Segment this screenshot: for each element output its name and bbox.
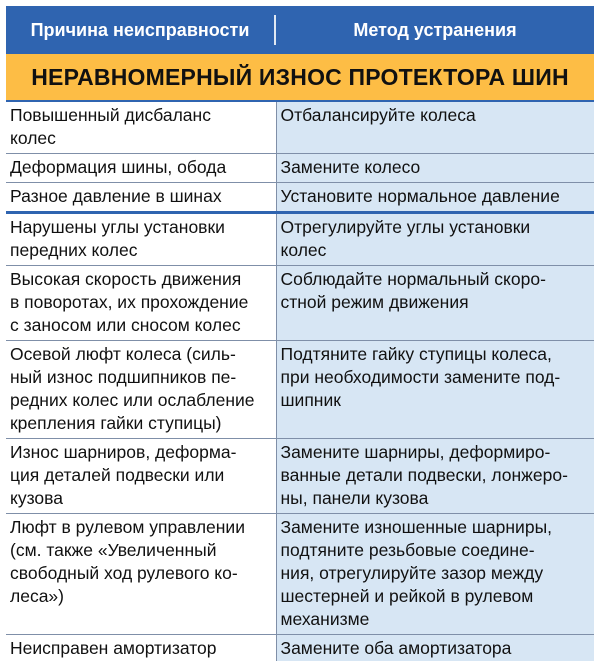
cause-cell: Неисправен амортизатор <box>6 635 276 661</box>
fix-cell: Соблюдайте нормальный скоро- стной режим движения <box>276 266 594 341</box>
fix-cell: Отрегулируйте углы установки колес <box>276 213 594 266</box>
fix-cell: Отбалансируйте колеса <box>276 102 594 154</box>
cause-cell: Повышенный дисбаланс колес <box>6 102 276 154</box>
fix-cell: Подтяните гайку ступицы колеса, при необходимости замените под- шипник <box>276 341 594 439</box>
cause-cell: Разное давление в шинах <box>6 183 276 213</box>
cause-cell: Люфт в рулевом управлении (см. также «Увеличенный свободный ход рулевого ко- леса») <box>6 514 276 635</box>
fix-cell: Установите нормальное давление <box>276 183 594 213</box>
fix-cell: Замените изношенные шарниры, подтяните резьбовые соедине- ния, отрегулируйте зазор между шестерней и рейкой в рулевом механизме <box>276 514 594 635</box>
table-row <box>6 183 594 213</box>
fix-cell: Замените оба амортизатора <box>276 635 594 661</box>
cause-cell: Износ шарниров, деформа- ция деталей подвески или кузова <box>6 439 276 514</box>
table-row <box>6 102 594 154</box>
section-title: НЕРАВНОМЕРНЫЙ ИЗНОС ПРОТЕКТОРА ШИН <box>6 54 594 102</box>
table-row <box>6 341 594 439</box>
cause-cell: Высокая скорость движения в поворотах, их прохождение с заносом или сносом колес <box>6 266 276 341</box>
table-header <box>6 6 594 54</box>
header-divider <box>274 15 276 45</box>
table-row <box>6 154 594 183</box>
fix-cell: Замените шарниры, деформиро- ванные детали подвески, лонжеро- ны, панели кузова <box>276 439 594 514</box>
column-header-method: Метод устранения <box>353 19 517 40</box>
column-header-cause: Причина неисправности <box>30 19 250 40</box>
cause-cell: Нарушены углы установки передних колес <box>6 213 276 266</box>
table-row <box>6 635 594 661</box>
table-row <box>6 439 594 514</box>
fault-rows <box>6 102 594 661</box>
fix-cell: Замените колесо <box>276 154 594 183</box>
table-row <box>6 266 594 341</box>
table-row <box>6 514 594 635</box>
cause-cell: Осевой люфт колеса (силь- ный износ подшипников пе- редних колес или ослабление крепления гайки ступицы) <box>6 341 276 439</box>
cause-cell: Деформация шины, обода <box>6 154 276 183</box>
table-row <box>6 213 594 266</box>
